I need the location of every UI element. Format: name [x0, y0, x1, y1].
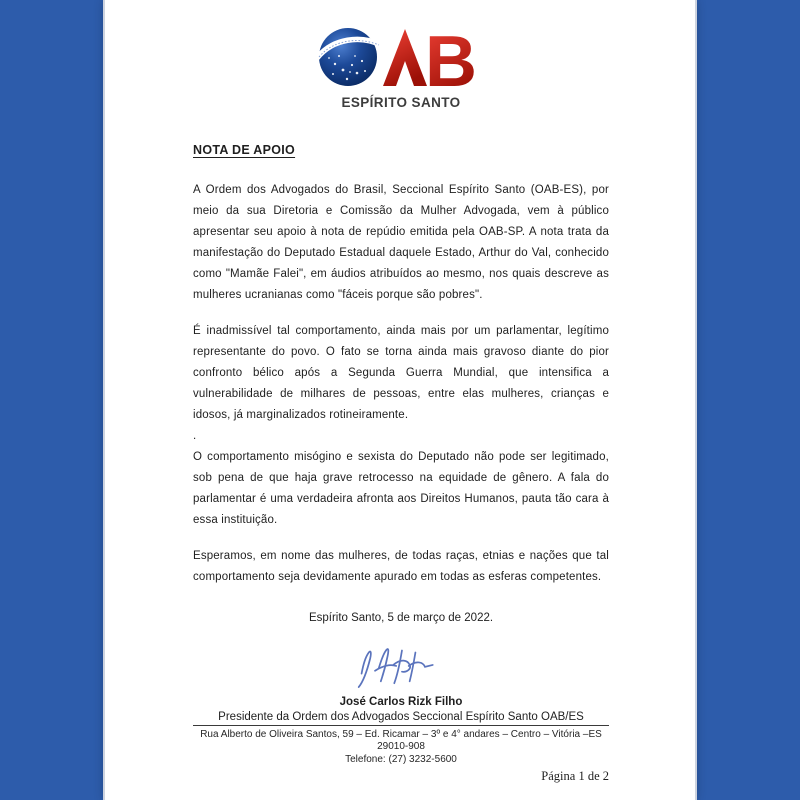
page-number: Página 1 de 2 — [541, 769, 609, 783]
note-title: NOTA DE APOIO — [193, 143, 296, 157]
letter-body — [193, 180, 609, 588]
date-line: Espírito Santo, 5 de março de 2022. — [308, 612, 494, 624]
footer-phone: Telefone: (27) 3232-5600 — [345, 753, 457, 765]
oab-logo-art — [317, 26, 485, 93]
handwritten-signature-icon — [347, 639, 455, 689]
footer-address: Rua Alberto de Oliveira Santos, 59 – Ed. Ricamar – 3º e 4° andares – Centro – Vitória –ES 29010-908 — [200, 728, 602, 752]
paragraph-4: Esperamos, em nome das mulheres, de todas raças, etnias e nações que tal comportamento seja devidamente apurado em todas as esferas competentes. — [193, 550, 609, 583]
signer-title: Presidente da Ordem dos Advogados Seccional Espírito Santo OAB/ES — [218, 711, 584, 723]
oab-globe-icon — [317, 26, 485, 88]
letter-page — [105, 0, 695, 800]
paragraph-dot: . — [193, 430, 197, 442]
signer-name: José Carlos Rizk Filho — [339, 696, 463, 708]
paragraph-2: É inadmissível tal comportamento, ainda mais por um parlamentar, legítimo representante do povo. O fato se torna ainda mais gravoso diante do pior confronto bélico após a Segunda Guerra Mundial, que intensifica a vulnerabilidade de milhares de pessoas, entre elas mulheres, crianças e idosos, já marginalizados rotineiramente. — [193, 325, 609, 421]
paragraph-1: A Ordem dos Advogados do Brasil, Seccional Espírito Santo (OAB-ES), por meio da sua Diretoria e Comissão da Mulher Advogada, vem à público apresentar seu apoio à nota de repúdio emitida pela OAB-SP. A nota trata da manifestação do Deputado Estadual daquele Estado, Arthur do Val, conhecido como "Mamãe Falei", em áudios atribuídos ao mesmo, nos quais descreve as mulheres ucranianas como "fáceis porque são pobres". — [193, 184, 609, 301]
letter-footer — [193, 725, 609, 785]
oab-logo — [193, 26, 609, 110]
signature-block — [193, 639, 609, 723]
paragraph-3: O comportamento misógino e sexista do Deputado não pode ser legitimado, sob pena de que haja grave retrocesso na equidade de gênero. A fala do parlamentar é uma verdadeira afronta aos Direitos Humanos, pauta tão cara à essa instituição. — [193, 451, 609, 526]
footer-divider — [193, 725, 609, 726]
svg-text:B: B — [425, 26, 477, 88]
logo-region-text: ESPÍRITO SANTO — [341, 94, 461, 111]
